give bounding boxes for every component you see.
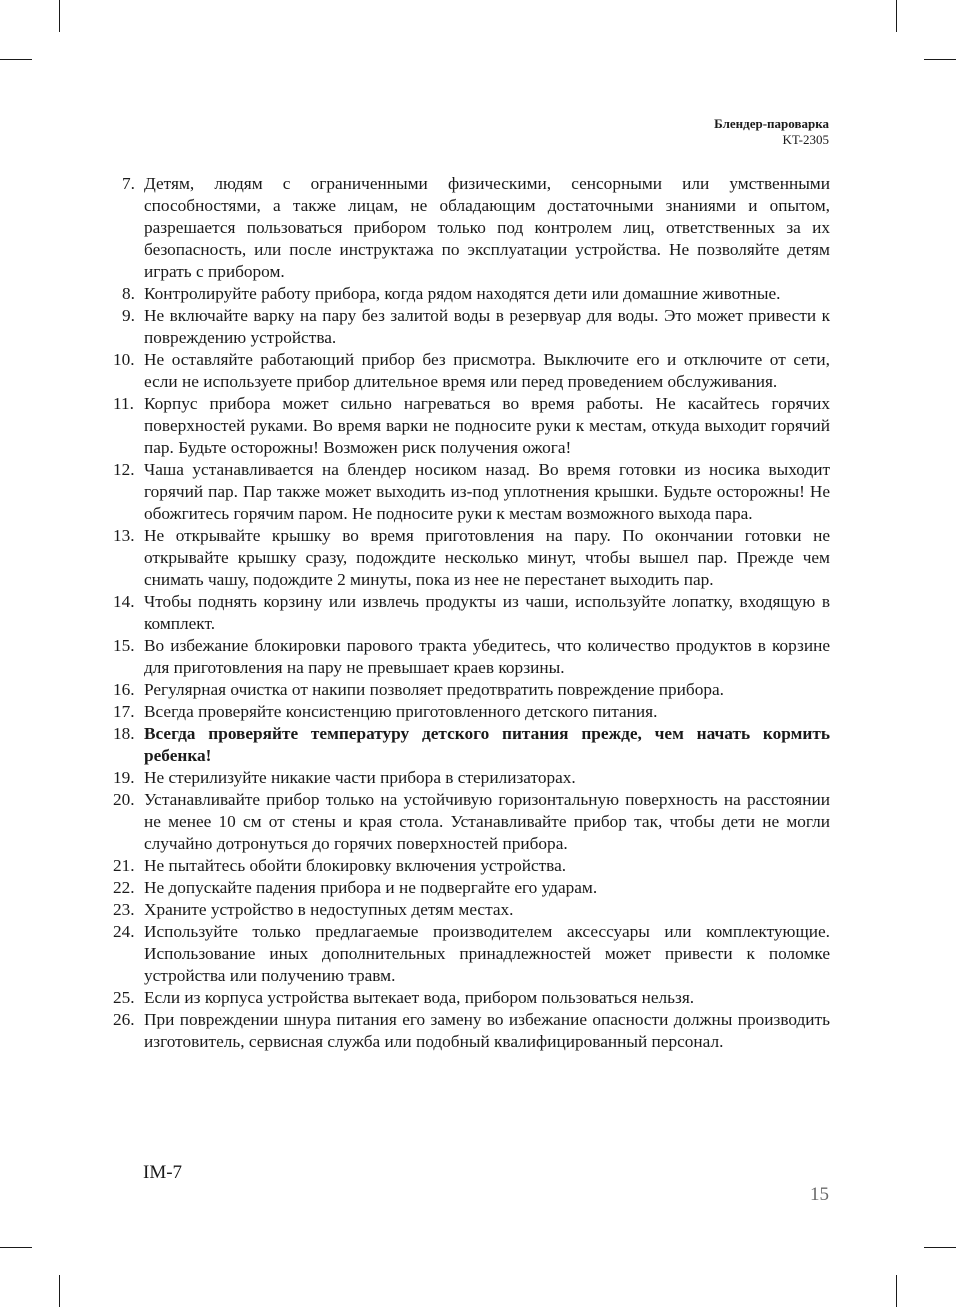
item-text: Корпус прибора может сильно нагреваться во время работы. Не касайтесь горячих поверхностей руками. Во время варки не подносите руки к местам, откуда выходит горячий пар. Будьте осторожны! Возможен риск получения ожога! <box>144 394 830 457</box>
item-number: 10. <box>113 350 135 369</box>
list-item-emphasized <box>113 723 830 767</box>
crop-mark <box>0 1247 32 1248</box>
list-item <box>113 855 830 877</box>
list-item <box>113 1009 830 1053</box>
safety-instructions-list <box>113 173 830 1053</box>
list-item <box>113 283 830 305</box>
item-text: При повреждении шнура питания его замену во избежание опасности должны производить изготовитель, сервисная служба или подобный квалифицированный персонал. <box>144 1010 830 1051</box>
crop-mark <box>896 0 897 32</box>
item-number: 25. <box>113 988 135 1007</box>
item-number: 9. <box>122 306 135 325</box>
item-text: Регулярная очистка от накипи позволяет предотвратить повреждение прибора. <box>144 680 724 699</box>
header-title: Блендер-пароварка <box>714 116 829 131</box>
item-text: Детям, людям с ограниченными физическими, сенсорными или умственными способностями, а также лицам, не обладающим достаточными знаниями и опытом, разрешается пользоваться прибором только под контролем лиц, ответственных за их безопасность, или после инструктажа по эксплуатации устройства. Не позволяйте детям играть с прибором. <box>144 174 830 281</box>
item-number: 21. <box>113 856 135 875</box>
list-item <box>113 899 830 921</box>
item-number: 20. <box>113 790 135 809</box>
item-text: Устанавливайте прибор только на устойчивую горизонтальную поверхность на расстоянии не менее 10 см от стены и края стола. Устанавливайте прибор так, чтобы дети не могли случайно дотронуться до горячих поверхностей прибора. <box>144 790 830 853</box>
item-number: 24. <box>113 922 135 941</box>
list-item <box>113 679 830 701</box>
item-text: Не включайте варку на пару без залитой воды в резервуар для воды. Это может привести к повреждению устройства. <box>144 306 830 347</box>
item-number: 7. <box>122 174 135 193</box>
crop-mark <box>59 1275 60 1307</box>
item-text: Не оставляйте работающий прибор без присмотра. Выключите его и отключите от сети, если не используете прибор длительное время или перед проведением обслуживания. <box>144 350 830 391</box>
item-number: 16. <box>113 680 135 699</box>
item-number: 11. <box>113 394 134 413</box>
list-item <box>113 767 830 789</box>
item-number: 18. <box>113 724 135 743</box>
list-item <box>113 877 830 899</box>
item-number: 26. <box>113 1010 135 1029</box>
item-number: 22. <box>113 878 135 897</box>
list-item <box>113 173 830 283</box>
crop-mark <box>0 59 32 60</box>
list-item <box>113 525 830 591</box>
list-item <box>113 305 830 349</box>
item-number: 19. <box>113 768 135 787</box>
item-number: 14. <box>113 592 135 611</box>
item-text: Не стерилизуйте никакие части прибора в стерилизаторах. <box>144 768 576 787</box>
item-number: 17. <box>113 702 135 721</box>
item-text: Чаша устанавливается на блендер носиком назад. Во время готовки из носика выходит горячий пар. Пар также может выходить из-под уплотнения крышки. Будьте осторожны! Не обожгитесь горячим паром. Не подносите руки к местам возможного выхода пара. <box>144 460 830 523</box>
document-code: IM-7 <box>143 1162 183 1183</box>
item-text: Чтобы поднять корзину или извлечь продукты из чаши, используйте лопатку, входящую в комплект. <box>144 592 830 633</box>
list-item <box>113 789 830 855</box>
item-number: 12. <box>113 460 135 479</box>
crop-mark <box>924 59 956 60</box>
page-number: 15 <box>810 1184 829 1205</box>
header-model: KT-2305 <box>782 132 829 147</box>
item-text: Всегда проверяйте консистенцию приготовленного детского питания. <box>144 702 658 721</box>
item-text: Во избежание блокировки парового тракта убедитесь, что количество продуктов в корзине для приготовления на пару не превышает краев корзины. <box>144 636 830 677</box>
crop-mark <box>924 1247 956 1248</box>
item-text: Не пытайтесь обойти блокировку включения устройства. <box>144 856 567 875</box>
item-number: 23. <box>113 900 135 919</box>
list-item <box>113 921 830 987</box>
running-header <box>714 116 829 148</box>
item-text: Храните устройство в недоступных детям местах. <box>144 900 514 919</box>
item-text: Контролируйте работу прибора, когда рядом находятся дети или домашние животные. <box>144 284 781 303</box>
item-text: Если из корпуса устройства вытекает вода, прибором пользоваться нельзя. <box>144 988 695 1007</box>
item-number: 13. <box>113 526 135 545</box>
item-number: 8. <box>122 284 135 303</box>
list-item <box>113 591 830 635</box>
list-item <box>113 459 830 525</box>
list-item <box>113 701 830 723</box>
crop-mark <box>896 1275 897 1307</box>
item-text: Не открывайте крышку во время приготовления на пару. По окончании готовки не открывайте крышку сразу, подождите несколько минут, чтобы вышел пар. Прежде чем снимать чашу, подождите 2 минуты, пока из нее не перестанет выходить пар. <box>144 526 830 589</box>
item-number: 15. <box>113 636 135 655</box>
list-item <box>113 393 830 459</box>
item-text: Не допускайте падения прибора и не подвергайте его ударам. <box>144 878 598 897</box>
list-item <box>113 349 830 393</box>
item-text: Используйте только предлагаемые производителем аксессуары или комплектующие. Использование иных дополнительных принадлежностей может привести к поломке устройства или получению травм. <box>144 922 830 985</box>
list-item <box>113 635 830 679</box>
item-text: Всегда проверяйте температуру детского питания прежде, чем начать кормить ребенка! <box>144 724 830 765</box>
crop-mark <box>59 0 60 32</box>
list-item <box>113 987 830 1009</box>
